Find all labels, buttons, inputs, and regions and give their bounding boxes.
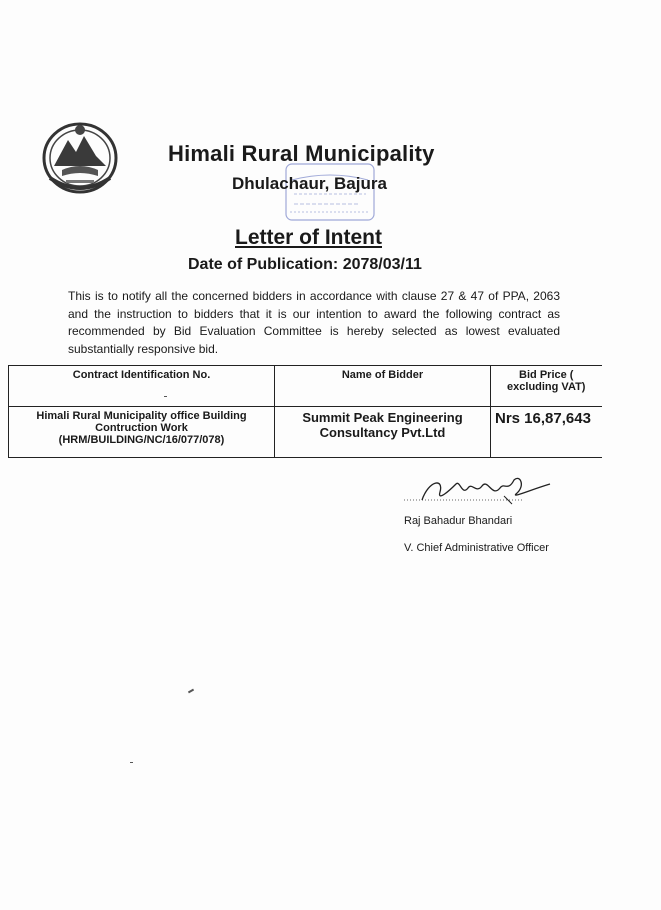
column-header-bidder: Name of Bidder bbox=[275, 366, 491, 407]
intro-paragraph: This is to notify all the concerned bidders in accordance with clause 27 & 47 of PPA, 2063 and the instruction to bidders that it is our intention to award the following contract as recommended by Bid Evaluation Committee is hereby selected as lowest evaluated substantially responsive bid. bbox=[68, 289, 560, 356]
bidder-cell: Summit Peak Engineering Consultancy Pvt.Ltd bbox=[275, 407, 491, 458]
table-row bbox=[9, 407, 602, 458]
scan-mark bbox=[130, 762, 133, 763]
scan-mark bbox=[164, 396, 167, 397]
bid-table bbox=[8, 365, 602, 458]
publication-label: Date of Publication: bbox=[188, 256, 339, 273]
publication-date bbox=[188, 256, 422, 274]
table-header-row bbox=[9, 366, 602, 407]
signatory-title: V. Chief Administrative Officer bbox=[404, 542, 549, 554]
scan-mark bbox=[188, 689, 194, 694]
price-cell: Nrs 16,87,643 bbox=[491, 407, 602, 458]
handwritten-signature bbox=[404, 470, 554, 510]
publication-date-value: 2078/03/11 bbox=[342, 256, 422, 273]
column-header-contract: Contract Identification No. bbox=[9, 366, 275, 407]
government-emblem-icon bbox=[40, 118, 120, 196]
contract-cell: Himali Rural Municipality office Building Contruction Work (HRM/BUILDING/NC/16/077/078) bbox=[9, 407, 275, 458]
signatory-name: Raj Bahadur Bhandari bbox=[404, 515, 513, 527]
organization-address: Dhulachaur, Bajura bbox=[232, 174, 387, 193]
column-header-price: Bid Price ( excluding VAT) bbox=[491, 366, 602, 407]
organization-name: Himali Rural Municipality bbox=[168, 141, 435, 166]
document-title: Letter of Intent bbox=[235, 226, 382, 249]
